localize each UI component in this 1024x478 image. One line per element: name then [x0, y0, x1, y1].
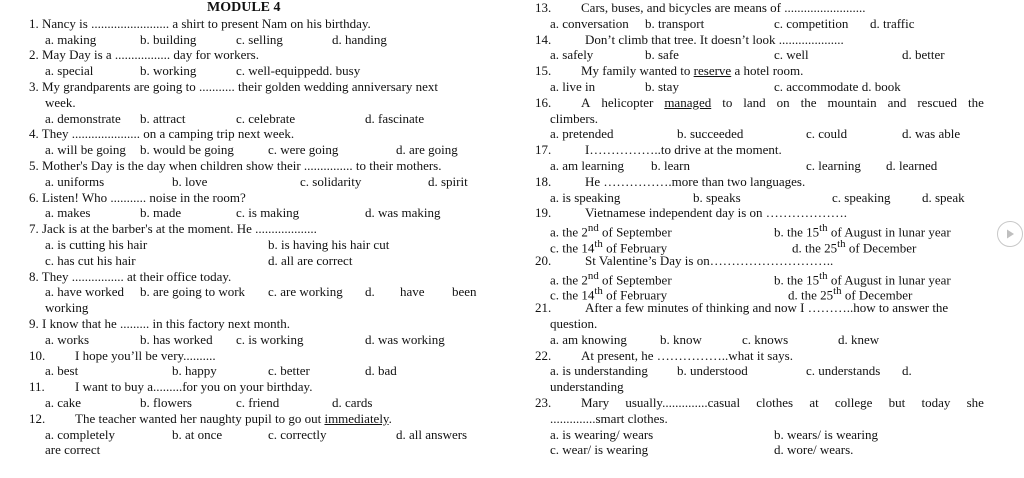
q15-option-a: a. live in	[550, 78, 596, 94]
q12-option-d: d. all answers	[396, 426, 468, 442]
q2-option-a: a. special	[45, 63, 94, 79]
q3-stem: 3. My grandparents are going to ........... their golden wedding anniversary next	[29, 78, 439, 94]
q1-options	[0, 32, 505, 48]
q19-stem: Vietnamese independent day is on ……………….	[585, 205, 848, 221]
q19-option-d-sup: th	[837, 237, 846, 250]
q17-option-a: a. am learning	[550, 157, 624, 173]
q14-option-d: d. better	[902, 47, 945, 63]
module-title-line	[0, 0, 505, 16]
q1-option-a: a. making	[45, 31, 97, 47]
q17-option-b: b. learn	[651, 157, 690, 173]
module-title: MODULE 4	[207, 0, 281, 15]
q19-option-c-sup: th	[594, 237, 603, 250]
q13-option-b: b. transport	[645, 15, 705, 31]
q3-stem-cont: week.	[45, 94, 76, 110]
q16-number: 16.	[535, 94, 552, 110]
q9-option-c: c. is working	[236, 331, 304, 347]
q6-option-d: d. was making	[365, 205, 441, 221]
q23-word: at	[809, 394, 819, 410]
q22-cont-line	[512, 379, 992, 395]
q19-option-a-pre: a. the 2	[550, 224, 588, 240]
q10-stem-line	[0, 348, 505, 364]
q15-options	[512, 79, 992, 95]
q20-options-ab	[512, 269, 992, 285]
q21-stem: After a few minutes of thinking and now I ………..how to answer the	[585, 300, 949, 316]
q23-stem-cont: ..............smart clothes.	[550, 410, 668, 426]
q8-stem: 8. They ................ at their office today.	[29, 268, 232, 284]
q14-stem-line	[512, 32, 992, 48]
q3-option-a: a. demonstrate	[45, 110, 121, 126]
q9-options	[0, 332, 505, 348]
q13-option-c: c. competition	[774, 15, 849, 31]
q17-options	[512, 158, 992, 174]
q18-option-d: d. speak	[922, 189, 965, 205]
q5-option-b: b. love	[172, 173, 208, 189]
q19-option-b-post: of August in lunar year	[827, 224, 951, 240]
q6-option-a: a. makes	[45, 205, 91, 221]
q12-option-b: b. at once	[172, 426, 223, 442]
q10-option-a: a. best	[45, 363, 79, 379]
q23-word: but	[888, 394, 906, 410]
q10-number: 10.	[29, 347, 46, 363]
q9-stem-line	[0, 316, 505, 332]
q1-stem: 1. Nancy is ........................ a shirt to present Nam on his birthday.	[29, 15, 371, 31]
q23-word: college	[834, 394, 873, 410]
q15-number: 15.	[535, 63, 552, 79]
q20-option-b-pre: b. the 15	[774, 271, 820, 287]
q7-option-a: a. is cutting his hair	[45, 236, 148, 252]
q21-cont-line	[512, 316, 992, 332]
q5-options	[0, 174, 505, 190]
q23-options-cd	[512, 442, 992, 458]
q7-option-b: b. is having his hair cut	[268, 236, 390, 252]
q23-option-d: d. wore/ wears.	[774, 442, 854, 458]
q12-option-a: a. completely	[45, 426, 116, 442]
q9-option-a: a. works	[45, 331, 90, 347]
q23-option-c: c. wear/ is wearing	[550, 442, 649, 458]
q8-option-d-cont: working	[45, 300, 89, 316]
q22-option-b: b. understood	[677, 363, 748, 379]
q13-stem-line	[512, 0, 992, 16]
q23-option-a: a. is wearing/ wears	[550, 426, 654, 442]
q18-options	[512, 190, 992, 206]
q2-stem-line	[0, 47, 505, 63]
q2-option-b: b. working	[140, 63, 197, 79]
q16-word: helicopter	[601, 94, 654, 110]
q4-options	[0, 142, 505, 158]
q17-option-c: c. learning	[806, 157, 861, 173]
q15-stem-underlined-word: reserve	[693, 63, 732, 79]
q20-option-a-sup: nd	[587, 269, 599, 282]
q16-cont-line	[512, 111, 992, 127]
q19-option-b-pre: b. the 15	[774, 224, 820, 240]
q7-options-cd	[0, 253, 505, 269]
q16-word: on	[776, 94, 790, 110]
q21-stem-cont: question.	[550, 315, 598, 331]
q23-option-b: b. wears/ is wearing	[774, 426, 878, 442]
q22-stem-line	[512, 348, 992, 364]
q10-option-b: b. happy	[172, 363, 217, 379]
q12-stem-pre: The teacher wanted her naughty pupil to go out	[75, 410, 325, 426]
q12-option-c: c. correctly	[268, 426, 327, 442]
q7-option-c: c. has cut his hair	[45, 252, 136, 268]
q19-stem-line	[512, 205, 992, 221]
q19-option-a-sup: nd	[587, 222, 599, 235]
q3-stem-cont-line	[0, 95, 505, 111]
q10-option-d: d. bad	[365, 363, 397, 379]
q21-options	[512, 332, 992, 348]
q20-option-c-pre: c. the 14	[550, 287, 595, 303]
q2-stem: 2. May Day is a ................. day for workers.	[29, 47, 259, 63]
q11-option-b: b. flowers	[140, 394, 192, 410]
q12-stem	[75, 411, 392, 427]
q15-option-b: b. stay	[645, 78, 679, 94]
q11-options	[0, 395, 505, 411]
q6-options	[0, 205, 505, 221]
q13-option-d: d. traffic	[870, 15, 915, 31]
q20-stem-line	[512, 253, 992, 269]
q21-option-c: c. knows	[742, 331, 789, 347]
q19-option-b-sup: th	[819, 222, 828, 235]
q1-stem-line	[0, 16, 505, 32]
q18-stem: He …………….more than two languages.	[585, 173, 806, 189]
q7-options-ab	[0, 237, 505, 253]
q18-stem-line	[512, 174, 992, 190]
q3-option-b: b. attract	[140, 110, 186, 126]
q1-option-b: b. building	[140, 31, 197, 47]
q5-stem-line	[0, 158, 505, 174]
q15-stem-line	[512, 63, 992, 79]
q19-number: 19.	[535, 205, 552, 221]
q20-option-d-post: of December	[841, 287, 913, 303]
q21-stem-line	[512, 300, 992, 316]
q11-number: 11.	[29, 379, 45, 395]
q14-options	[512, 47, 992, 63]
q10-options	[0, 363, 505, 379]
right-column	[512, 0, 992, 458]
q16-underlined-word: managed	[664, 94, 712, 110]
q13-number: 13.	[535, 0, 552, 15]
q18-option-b: b. speaks	[693, 189, 741, 205]
q23-word: Mary	[581, 394, 610, 410]
q4-stem-line	[0, 126, 505, 142]
q17-stem-line	[512, 142, 992, 158]
next-page-button[interactable]	[997, 221, 1023, 247]
q20-option-c-sup: th	[594, 285, 603, 298]
q18-option-c: c. speaking	[832, 189, 891, 205]
q23-stem-line	[512, 395, 992, 411]
q4-option-d: d. are going	[396, 142, 458, 158]
q16-options	[512, 126, 992, 142]
q23-word: usually..............casual	[625, 394, 741, 410]
q16-word: land	[743, 94, 766, 110]
q4-option-b: b. would be going	[140, 142, 234, 158]
q16-option-b: b. succeeded	[677, 126, 744, 142]
q16-option-c: c. could	[806, 126, 848, 142]
q16-word: mountain	[827, 94, 877, 110]
q23-word: she	[966, 394, 984, 410]
q5-option-c: c. solidarity	[300, 173, 362, 189]
q3-option-d: d. fascinate	[365, 110, 425, 126]
q22-option-d: d.	[902, 363, 912, 379]
q16-stem-line	[512, 95, 992, 111]
q22-option-d-cont: understanding	[550, 379, 624, 395]
q12-number: 12.	[29, 410, 46, 426]
q5-option-a: a. uniforms	[45, 173, 105, 189]
q16-word: rescued	[917, 94, 958, 110]
q15-stem-post: a hotel room.	[731, 63, 804, 79]
q4-option-a: a. will be going	[45, 142, 126, 158]
q22-options	[512, 363, 992, 379]
left-column	[0, 0, 505, 458]
q20-number: 20.	[535, 252, 552, 268]
q2-option-c-d: c. well-equippedd. busy	[236, 63, 361, 79]
q16-option-d: d. was able	[902, 126, 961, 142]
q21-option-a: a. am knowing	[550, 331, 627, 347]
q23-options-ab	[512, 427, 992, 443]
q9-option-b: b. has worked	[140, 331, 213, 347]
q3-stem-line	[0, 79, 505, 95]
q8-option-c: c. are working	[268, 284, 343, 300]
q12-stem-line	[0, 411, 505, 427]
q6-stem: 6. Listen! Who ........... noise in the room?	[29, 189, 246, 205]
q20-option-c-post: of February	[602, 287, 668, 303]
q16-option-a: a. pretended	[550, 126, 614, 142]
q16-stem	[581, 95, 984, 111]
q13-stem: Cars, buses, and bicycles are means of .........................	[581, 0, 866, 15]
q6-option-c: c. is making	[236, 205, 300, 221]
q14-stem: Don’t climb that tree. It doesn’t look ....................	[585, 31, 844, 47]
q19-option-d-post: of December	[845, 240, 917, 256]
q18-option-a: a. is speaking	[550, 189, 621, 205]
q17-option-d: d. learned	[886, 157, 938, 173]
q20-stem: St Valentine’s Day is on………………………..	[585, 252, 834, 268]
q19-option-c-pre: c. the 14	[550, 240, 595, 256]
q22-option-c: c. understands	[806, 363, 881, 379]
q20-option-a-post: of September	[598, 271, 672, 287]
q17-stem: I……………..to drive at the moment.	[585, 142, 782, 158]
q12-cont-line	[0, 442, 505, 458]
q23-stem	[581, 395, 984, 411]
q20-option-b-post: of August in lunar year	[827, 271, 951, 287]
q12-stem-underlined-word: immediately	[324, 410, 389, 426]
q14-option-b: b. safe	[645, 47, 679, 63]
q23-word: today	[921, 394, 951, 410]
play-triangle-icon	[1004, 228, 1016, 240]
q14-option-a: a. safely	[550, 47, 594, 63]
q23-word: clothes	[756, 394, 794, 410]
q3-options	[0, 111, 505, 127]
q8-option-d: d.	[365, 284, 375, 300]
q11-option-c: c. friend	[236, 394, 280, 410]
q22-stem: At present, he ……………..what it says.	[581, 347, 793, 363]
q1-option-d: d. handing	[332, 31, 387, 47]
q22-option-a: a. is understanding	[550, 363, 648, 379]
q12-option-d-cont: are correct	[45, 442, 101, 458]
q13-options	[512, 16, 992, 32]
q8-stem-line	[0, 269, 505, 285]
q8-option-d-word-2: been	[452, 284, 477, 300]
q8-cont-line	[0, 300, 505, 316]
q2-options	[0, 63, 505, 79]
q16-word: and	[887, 94, 907, 110]
q5-stem: 5. Mother's Day is the day when children show their ............... to their mothers.	[29, 157, 442, 173]
q16-word: to	[722, 94, 733, 110]
q14-option-c: c. well	[774, 47, 809, 63]
q18-number: 18.	[535, 173, 552, 189]
q6-option-b: b. made	[140, 205, 182, 221]
q8-options	[0, 284, 505, 300]
q7-option-d: d. all are correct	[268, 252, 353, 268]
q19-options-cd	[512, 237, 992, 256]
q5-option-d: d. spirit	[428, 173, 468, 189]
q19-option-a-post: of September	[598, 224, 672, 240]
q16-word: the	[800, 94, 817, 110]
q20-option-a-pre: a. the 2	[550, 271, 588, 287]
q16-word: A	[581, 94, 591, 110]
q13-option-a: a. conversation	[550, 15, 629, 31]
q20-options-cd	[512, 284, 992, 303]
q20-option-d-sup: th	[833, 285, 842, 298]
q23-number: 23.	[535, 394, 552, 410]
q1-option-c: c. selling	[236, 31, 283, 47]
q10-stem: I hope you’ll be very..........	[75, 347, 216, 363]
q16-word: the	[967, 94, 984, 110]
q9-option-d: d. was working	[365, 331, 445, 347]
q21-option-b: b. know	[660, 331, 702, 347]
q16-stem-cont: climbers.	[550, 110, 599, 126]
q3-option-c: c. celebrate	[236, 110, 296, 126]
q4-option-c: c. were going	[268, 142, 339, 158]
q15-option-c-d: c. accommodate d. book	[774, 78, 901, 94]
q22-number: 22.	[535, 347, 552, 363]
q8-option-d-word-1: have	[400, 284, 425, 300]
q12-stem-post: .	[388, 410, 392, 426]
q21-number: 21.	[535, 300, 552, 316]
q7-stem-line	[0, 221, 505, 237]
q12-options	[0, 427, 505, 443]
q14-number: 14.	[535, 31, 552, 47]
q19-option-c-post: of February	[602, 240, 668, 256]
q21-option-d: d. knew	[838, 331, 880, 347]
q8-option-b: b. are going to work	[140, 284, 246, 300]
q9-stem: 9. I know that he ......... in this factory next month.	[29, 315, 291, 331]
q20-option-b-sup: th	[819, 269, 828, 282]
q23-cont-line	[512, 411, 992, 427]
q17-number: 17.	[535, 142, 552, 158]
q4-stem: 4. They ..................... on a camping trip next week.	[29, 126, 295, 142]
q11-option-d: d. cards	[332, 394, 373, 410]
q11-stem-line	[0, 379, 505, 395]
q15-stem-pre: My family wanted to	[581, 63, 694, 79]
q20-option-d-pre: d. the 25	[788, 287, 834, 303]
q8-option-a: a. have worked	[45, 284, 125, 300]
q10-option-c: c. better	[268, 363, 310, 379]
q11-option-a: a. cake	[45, 394, 82, 410]
q11-stem: I want to buy a.........for you on your birthday.	[75, 379, 313, 395]
q7-stem: 7. Jack is at the barber's at the moment. He ...................	[29, 221, 317, 237]
q15-stem	[581, 63, 803, 79]
q19-option-d-pre: d. the 25	[792, 240, 838, 256]
q19-options-ab	[512, 221, 992, 240]
q6-stem-line	[0, 190, 505, 206]
